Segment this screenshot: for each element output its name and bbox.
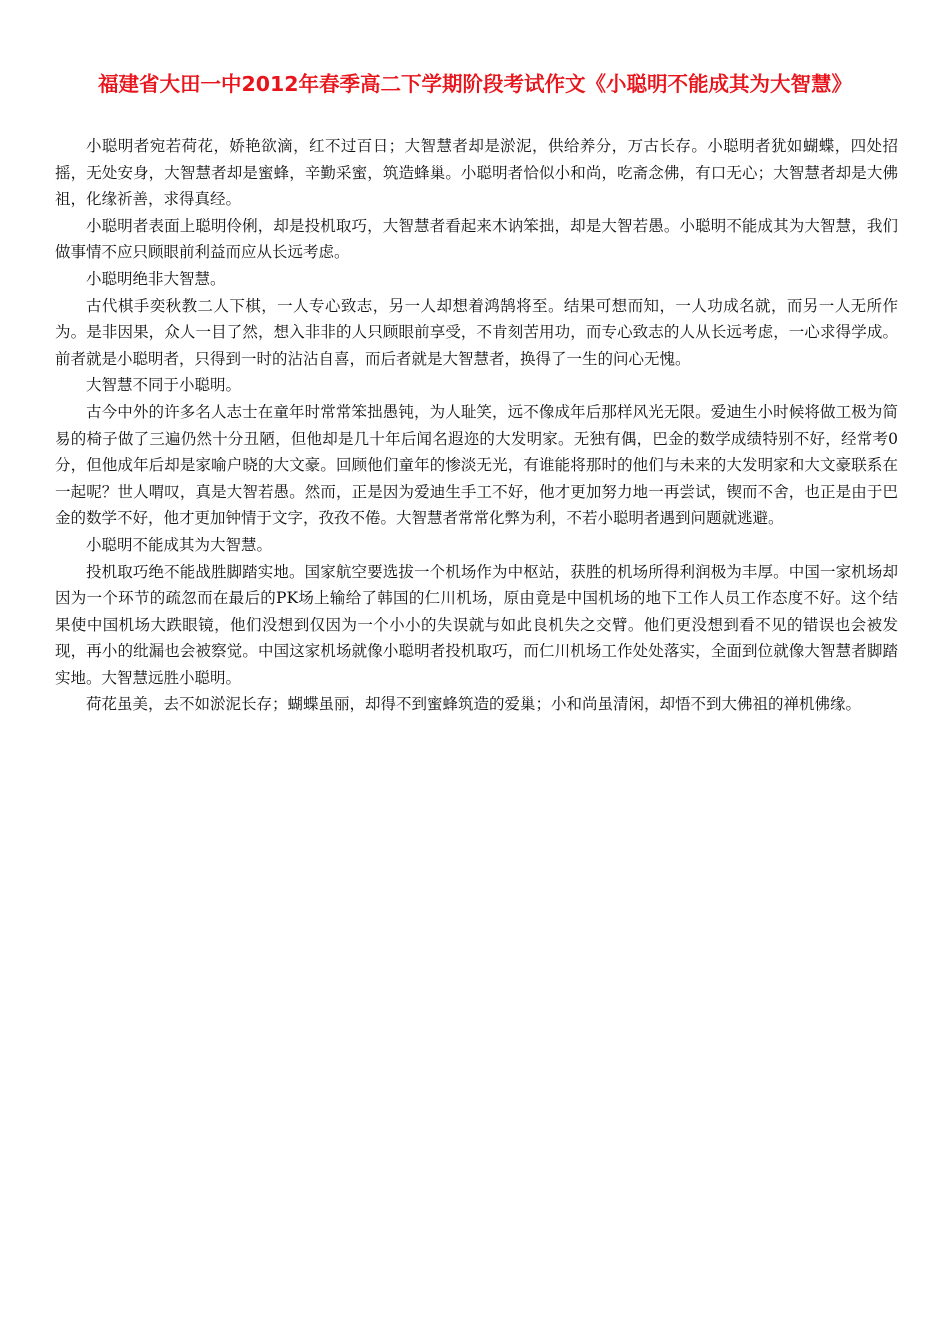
document-title: 福建省大田一中2012年春季高二下学期阶段考试作文《小聪明不能成其为大智慧》 — [97, 72, 853, 96]
essay-paragraph: 荷花虽美，去不如淤泥长存；蝴蝶虽丽，却得不到蜜蜂筑造的爱巢；小和尚虽清闲，却悟不到大佛祖的禅机佛缘。 — [86, 695, 862, 714]
essay-paragraph: 大智慧不同于小聪明。 — [86, 376, 242, 395]
essay-paragraph: 古今中外的许多名人志士在童年时常常笨拙愚钝，为人耻笑，远不像成年后那样风光无限。爱迪生小时候将做工极为简易的椅子做了三遍仍然十分丑陋，但他却是几十年后闻名遐迩的大发明家。无独有偶，巴金的数学成绩特别不好，经常考0分，但他成年后却是家喻户晓的大文豪。回顾他们童年的惨淡无光，有谁能将那时的他们与未来的大发明家和大文豪联系在一起呢？世人喟叹，真是大智若愚。然而，正是因为爱迪生手工不好，他才更加努力地一再尝试，锲而不舍，也正是由于巴金的数学不好，他才更加钟情于文字，孜孜不倦。大智慧者常常化弊为利，不若小聪明者遇到问题就逃避。 — [55, 402, 898, 528]
essay-paragraph: 小聪明绝非大智慧。 — [86, 269, 226, 288]
essay-paragraph: 古代棋手奕秋教二人下棋，一人专心致志，另一人却想着鸿鹄将至。结果可想而知，一人功成名就，而另一人无所作为。是非因果，众人一目了然，想入非非的人只顾眼前享受，不肯刻苦用功，而专心致志的人从长远考虑，一心求得学成。前者就是小聪明者，只得到一时的沾沾自喜，而后者就是大智慧者，换得了一生的问心无愧。 — [55, 296, 898, 368]
essay-paragraph: 小聪明者表面上聪明伶俐，却是投机取巧，大智慧者看起来木讷笨拙，却是大智若愚。小聪明不能成其为大智慧，我们做事情不应只顾眼前利益而应从长远考虑。 — [55, 216, 898, 262]
essay-paragraph: 小聪明不能成其为大智慧。 — [86, 535, 273, 554]
essay-paragraph: 投机取巧绝不能战胜脚踏实地。国家航空要选拔一个机场作为中枢站，获胜的机场所得利润极为丰厚。中国一家机场却因为一个环节的疏忽而在最后的PK场上输给了韩国的仁川机场，原由竟是中国机场的地下工作人员工作态度不好。这个结果使中国机场大跌眼镜，他们没想到仅因为一个小小的失误就与如此良机失之交臂。他们更没想到看不见的错误也会被发现，再小的纰漏也会被察觉。中国这家机场就像小聪明者投机取巧，而仁川机场工作处处落实，全面到位就像大智慧者脚踏实地。大智慧远胜小聪明。 — [55, 562, 898, 687]
essay-body — [55, 133, 898, 718]
essay-paragraph: 小聪明者宛若荷花，娇艳欲滴，红不过百日；大智慧者却是淤泥，供给养分，万古长存。小聪明者犹如蝴蝶，四处招摇，无处安身，大智慧者却是蜜蜂，辛勤采蜜，筑造蜂巢。小聪明者恰似小和尚，吃斋念佛，有口无心；大智慧者却是大佛祖，化缘祈善，求得真经。 — [55, 137, 898, 209]
